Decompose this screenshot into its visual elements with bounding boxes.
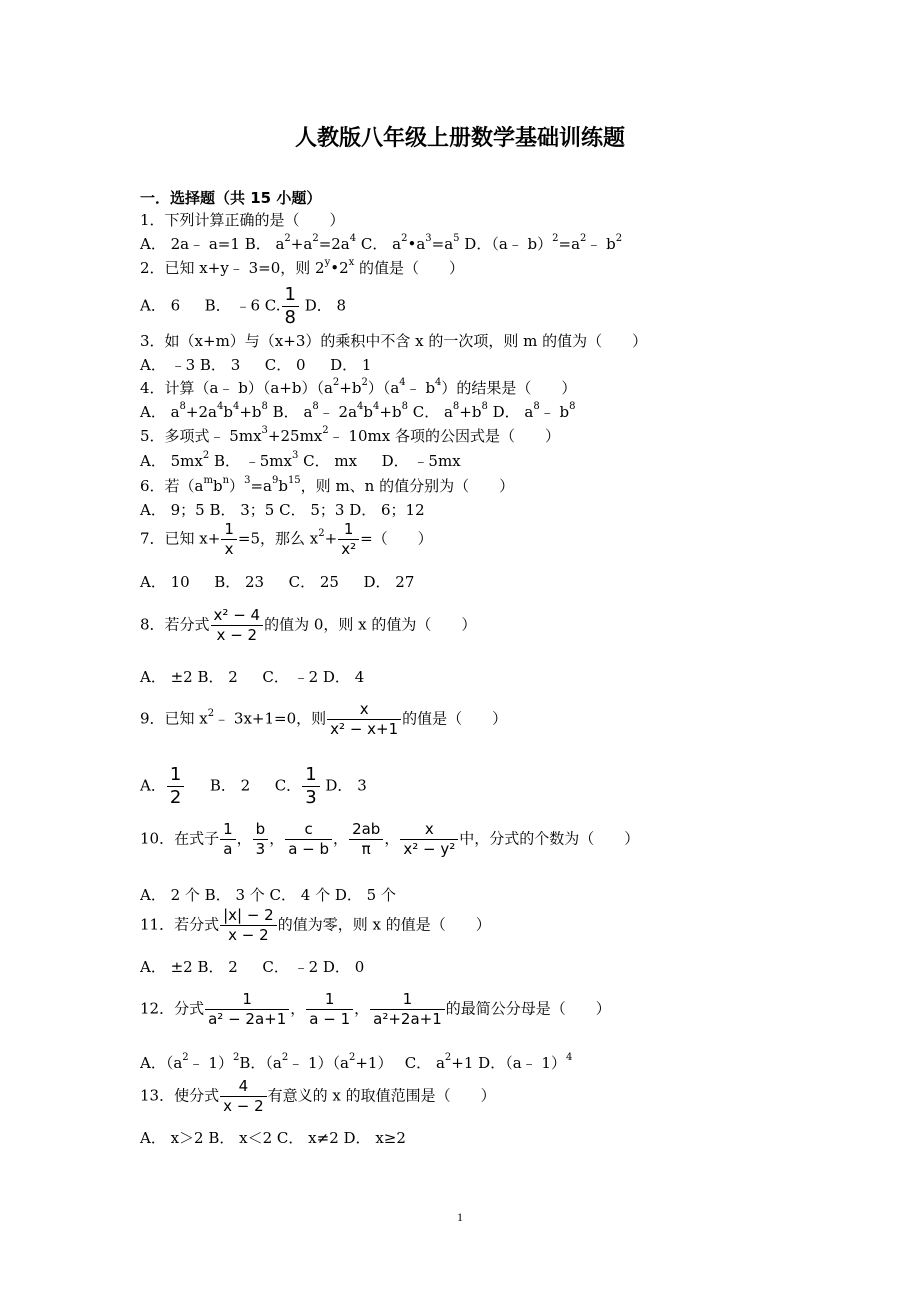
question-12-options: A．（$a^2﹣$ 1）$^2$B．（$a^2﹣$ $1)(a^2+1)$ C． $a^2+1$ D．（a﹣ 1）$^4$: [140, 1052, 573, 1072]
question-3: 3．如（x+m）与（x+3）的乘积中不含 x 的一次项，则 m 的值为（ ）: [140, 332, 648, 350]
question-8-options: A． ±2 B． 2 C． ﹣2 D． 4: [140, 668, 365, 686]
question-2-options: A． 6 B． ﹣6 C. $\frac{1}{8}$ D． 8: [140, 284, 347, 328]
page-number: 1: [457, 1210, 463, 1224]
question-10: 10．在式子 $\frac{1}{a}$ ， $\frac{b}{3}$ ， $\frac{c}{a - b}$ ， $\frac{2ab}{\pi}$ ， $\frac{x}{\text{x² − y²}}$ 中，分式的个数为（ ）: [140, 820, 640, 858]
question-8: 8．若分式 $\frac{\text{x² − 4}}{x - 2}$ 的值为 0，则 x 的值为（ ）: [140, 606, 477, 644]
question-11: 11．若分式 $\frac{|x| - 2}{x - 2}$ 的值为零，则 x 的值是（ ）: [140, 906, 491, 944]
question-5-options: A． $5mx^2$ B． $﹣5mx^3$ C． mx D． ﹣5mx: [140, 450, 461, 470]
page-title: 人教版八年级上册数学基础训练题: [294, 126, 625, 151]
question-1: 1．下列计算正确的是（ ）: [140, 211, 345, 229]
question-10-options: A． 2 个 B． 3 个 C． 4 个 D． 5 个: [140, 886, 396, 904]
question-13-options: A． x＞2 B． x＜2 C． x≠2 D． x≥2: [140, 1129, 406, 1147]
section-heading: 一．选择题（共 15 小题）: [140, 189, 322, 207]
question-6: 6．若$(a^mb^n)^3=a^9b^{15}$，则 m、n 的值分别为（ ）: [140, 475, 515, 495]
question-5: 5．多项式﹣ $5mx^3+25mx^2﹣$ 10mx 各项的公因式是（ ）: [140, 425, 560, 445]
question-11-options: A． ±2 B． 2 C． ﹣2 D． 0: [140, 958, 365, 976]
question-7-options: A． 10 B． 23 C． 25 D． 27: [140, 573, 415, 591]
question-4-options: A． $a^8+2a^4b^4+b^8$ B． $a^8﹣$ $2a^4b^4+b^8$ C． $a^8+b^8$ D． $a^8﹣$ $b^8$: [140, 401, 576, 421]
question-9: 9．已知 $x^2﹣$ 3x+1=0，则 $\frac{x}{\text{x² − x+1}}$ 的值是（ ）: [140, 700, 508, 738]
question-6-options: A． 9；5 B． 3；5 C． 5；3 D． 6；12: [140, 501, 425, 519]
question-9-options: A． $\frac{1}{2}$ B． 2 C． $\frac{1}{3}$ D． 3: [140, 764, 367, 808]
question-13: 13．使分式 $\frac{4}{x - 2}$ 有意义的 x 的取值范围是（ ）: [140, 1077, 496, 1115]
question-2: 2．已知 x+y﹣ 3=0，则 2$^y$•2$^x$ 的值是（ ）: [140, 257, 465, 277]
question-4: 4．计算（a﹣ $b)(a+b)(a^2+b^2)(a^4﹣$ $b^4$）的结果是（ ）: [140, 377, 577, 397]
question-3-options: A． ﹣3 B． 3 C． 0 D． 1: [140, 356, 372, 374]
question-1-options: A． 2a﹣ a=1 B． $a^2+a^2=2a^4$ C． $a^2•a^3=a^5$ D．（a﹣ $b)^2=a^2﹣$ $b^2$: [140, 233, 623, 253]
question-7: 7．已知 x+ $\frac{1}{x}$ =5，那么 $x^2+$ $\frac{1}{\text{x²}}$ =（ ）: [140, 520, 433, 558]
question-12: 12．分式 $\frac{1}{\text{a² − 2a+1}}$ ， $\frac{1}{a - 1}$ ， $\frac{1}{\text{a²+2a+1}}$ 的最简公分母是（ ）: [140, 990, 611, 1028]
